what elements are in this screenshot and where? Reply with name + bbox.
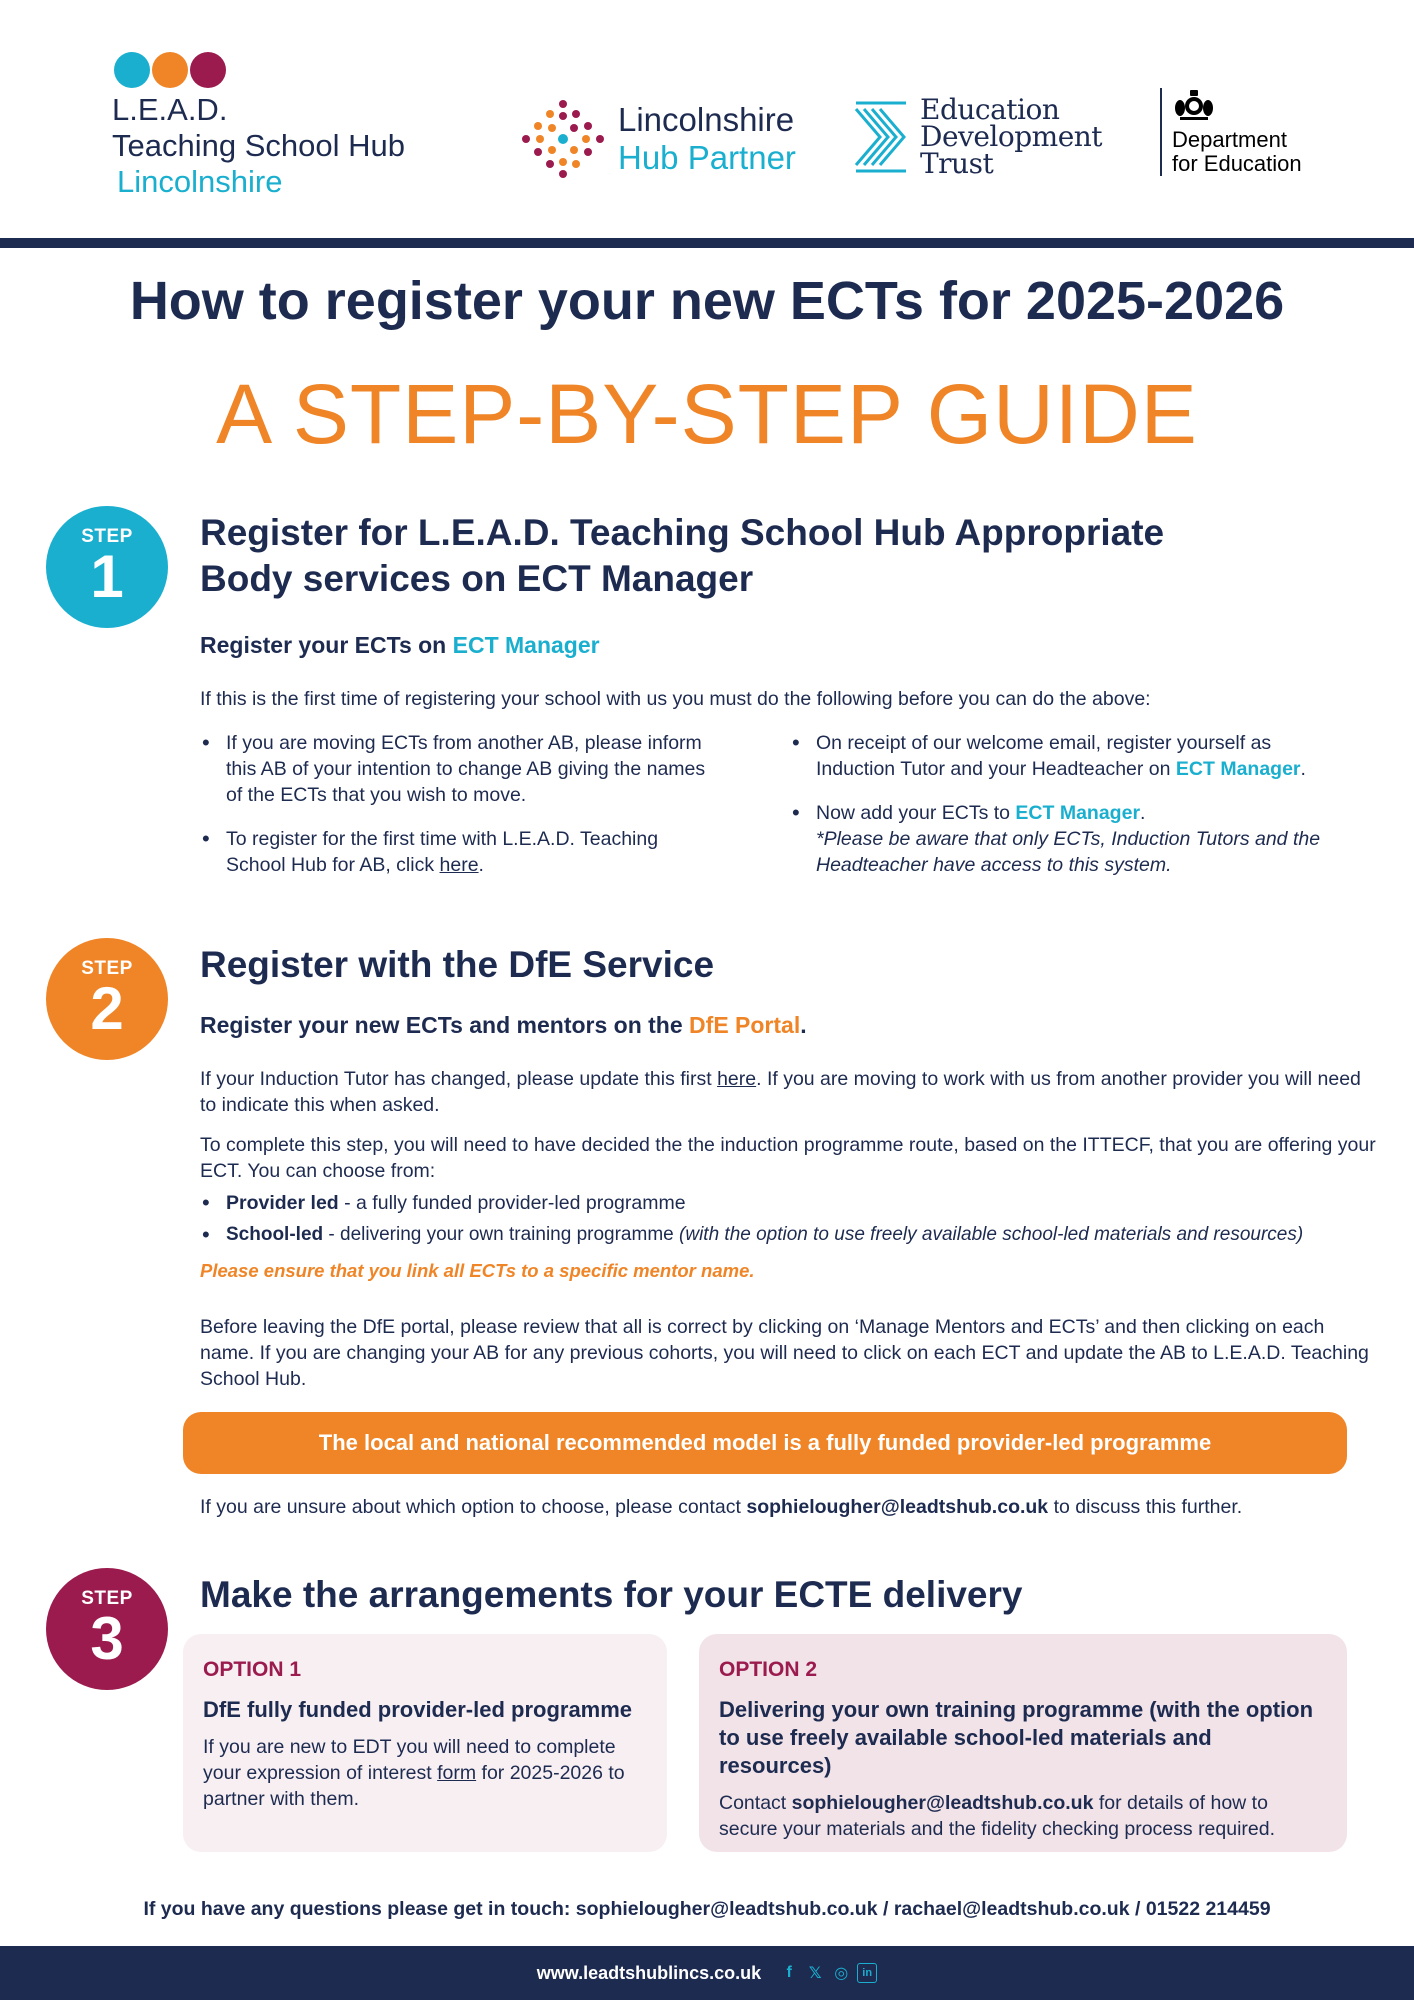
footer	[0, 1946, 1414, 2000]
recommendation-banner: The local and national recommended model is a fully funded provider-led programme	[183, 1412, 1347, 1474]
orange-dot	[152, 52, 188, 88]
step2-subheading-text: Register your new ECTs and mentors on the	[200, 1012, 690, 1038]
dfe-logo	[1160, 88, 1302, 176]
paragraph-text: If your Induction Tutor has changed, please update this first	[200, 1068, 718, 1090]
expression-of-interest-form-link[interactable]: form	[437, 1762, 477, 1784]
page-subtitle: A STEP-BY-STEP GUIDE	[216, 367, 1198, 461]
teal-dot	[114, 52, 150, 88]
option2-label: OPTION 2	[719, 1658, 818, 1681]
lead-logo	[112, 52, 405, 200]
option1-title: DfE fully funded provider-led programme	[203, 1697, 633, 1722]
hub-partner-logo	[520, 96, 796, 182]
option-school-led: School-led	[226, 1224, 324, 1245]
option2-text: for details of how to secure your materials and the fidelity checking process required.	[719, 1792, 1276, 1840]
dfe-line2: for Education	[1172, 151, 1302, 176]
step2-heading: Register with the DfE Service	[200, 944, 715, 985]
option2-title: Delivering your own training programme (with the option to use freely available school-led materials and resources)	[719, 1697, 1314, 1778]
list-item-note: (with the option to use freely available school-led materials and resources)	[679, 1224, 1304, 1245]
step1-subheading	[200, 632, 600, 659]
list-item-text: .	[1300, 758, 1306, 780]
list-item-text: Now add your ECTs to	[816, 802, 1016, 824]
step1-badge	[46, 506, 168, 628]
option1-card	[183, 1634, 667, 1852]
option2-card	[699, 1634, 1347, 1852]
option1-label: OPTION 1	[203, 1658, 302, 1681]
step2-paragraph-1	[200, 1066, 1380, 1118]
list-item	[200, 1222, 1380, 1248]
step2-badge-word: STEP	[81, 958, 133, 979]
step2-paragraph-3: Before leaving the DfE portal, please review that all is correct by clicking on ‘Manage Mentors and ECTs’ and then clicking on each name. If you are changing your AB for any previous cohorts, you will need to click on each ECT and update the AB to L.E.A.D. Teaching School Hub.	[200, 1316, 1369, 1390]
hub-partner-dots-icon	[520, 96, 606, 182]
edt-line1: Education	[920, 93, 1060, 126]
edt-chevron-icon	[852, 97, 910, 177]
facebook-icon[interactable]: f	[786, 1964, 792, 1981]
step3-badge-word: STEP	[81, 1588, 133, 1609]
list-item: • If you are moving ECTs from another AB, please inform this AB of your intention to change AB giving the names of the ECTs that you wish to move.	[200, 730, 720, 808]
step3-badge	[46, 1568, 168, 1690]
step3-heading: Make the arrangements for your ECTE delivery	[200, 1574, 1023, 1615]
lead-logo-line2: Teaching School Hub	[112, 128, 405, 163]
option1-text: If you are new to EDT you will need to complete your expression of interest	[203, 1736, 616, 1784]
header-divider	[0, 238, 1414, 248]
royal-crest-icon	[1172, 88, 1216, 122]
hub-partner-line2: Hub Partner	[618, 139, 796, 176]
list-item-text: - a fully funded provider-led programme	[338, 1192, 686, 1214]
mentor-warning: Please ensure that you link all ECTs to a specific mentor name.	[200, 1260, 755, 1281]
lead-logo-line3: Lincolnshire	[117, 164, 283, 199]
step1-subheading-text: Register your ECTs on	[200, 632, 453, 658]
list-item-text: - delivering your own training programme	[323, 1224, 680, 1245]
step2-badge-number: 2	[90, 975, 124, 1042]
step1-heading-line1: Register for L.E.A.D. Teaching School Hub Appropriate	[200, 512, 1165, 553]
update-tutor-here-link[interactable]: here	[717, 1068, 757, 1090]
edt-line3: Trust	[920, 147, 994, 180]
step1-intro: If this is the first time of registering your school with us you must do the following before you can do the above:	[200, 688, 1151, 710]
step1-badge-number: 1	[90, 543, 124, 610]
ect-manager-link[interactable]: ECT Manager	[452, 632, 600, 658]
list-item	[790, 730, 1350, 782]
edt-logo	[852, 93, 1103, 180]
step1-right-list	[790, 730, 1350, 878]
step2-body	[200, 1066, 1380, 1392]
step3-badge-number: 3	[90, 1605, 124, 1672]
instagram-icon[interactable]: ◎	[834, 1965, 849, 1982]
unsure-contact	[200, 1494, 1380, 1520]
step2-subheading	[200, 1012, 807, 1039]
paragraph-text: to discuss this further.	[1048, 1496, 1243, 1518]
ect-manager-link[interactable]: ECT Manager	[1015, 802, 1141, 824]
register-here-link[interactable]: here	[439, 854, 479, 876]
x-icon[interactable]: 𝕏	[808, 1965, 822, 1982]
step1-heading-line2: Body services on ECT Manager	[200, 558, 754, 599]
list-item-text: .	[478, 854, 484, 876]
option2-body	[719, 1790, 1327, 1842]
dfe-line1: Department	[1172, 127, 1287, 152]
paragraph-text: If you are unsure about which option to choose, please contact	[200, 1496, 747, 1518]
header	[0, 0, 1414, 240]
linkedin-icon[interactable]: in	[857, 1963, 877, 1983]
contact-email[interactable]: sophielougher@leadtshub.co.uk	[746, 1496, 1049, 1518]
contact-email[interactable]: sophielougher@leadtshub.co.uk	[791, 1792, 1094, 1814]
paragraph-text: . If you are moving to work with us from another provider you will need to indicate this when asked.	[200, 1068, 1361, 1116]
list-item	[200, 1190, 1380, 1216]
option-provider-led: Provider led	[226, 1192, 339, 1214]
website-link[interactable]: www.leadtshublincs.co.uk	[536, 1962, 762, 1983]
option2-text: Contact	[719, 1792, 792, 1814]
hub-partner-line1: Lincolnshire	[618, 101, 795, 138]
step1-heading	[200, 510, 1200, 602]
step1-left-list	[200, 730, 720, 878]
plum-dot	[190, 52, 226, 88]
lead-logo-line1: L.E.A.D.	[112, 92, 228, 127]
access-note: *Please be aware that only ECTs, Induction Tutors and the Headteacher have access to this system.	[816, 828, 1321, 876]
list-item-text: On receipt of our welcome email, register yourself as Induction Tutor and your Headteacher on	[816, 732, 1272, 780]
page-title: How to register your new ECTs for 2025-2026	[129, 271, 1285, 331]
list-item	[790, 800, 1350, 878]
list-item	[200, 826, 720, 878]
step2-badge	[46, 938, 168, 1060]
list-item-text: To register for the first time with L.E.A.D. Teaching School Hub for AB, click	[226, 828, 659, 876]
ect-manager-link[interactable]: ECT Manager	[1175, 758, 1301, 780]
step1-badge-word: STEP	[81, 526, 133, 547]
social-links	[779, 1963, 877, 1983]
list-item-text: .	[1140, 802, 1146, 824]
step2-subheading-text: .	[800, 1012, 807, 1038]
option1-body	[203, 1734, 647, 1812]
step2-paragraph-2: To complete this step, you will need to have decided the the induction programme route, based on the ITTECF, that you are offering your ECT. You can choose from:	[200, 1134, 1376, 1182]
lead-logo-dots	[114, 52, 405, 88]
edt-line2: Development	[920, 120, 1103, 153]
dfe-portal-link[interactable]: DfE Portal	[689, 1012, 801, 1038]
contact-line: If you have any questions please get in touch: sophielougher@leadtshub.co.uk / rachael@leadtshub.co.uk / 01522 214459	[143, 1898, 1271, 1920]
option1-text: for 2025-2026 to partner with them.	[203, 1762, 625, 1810]
